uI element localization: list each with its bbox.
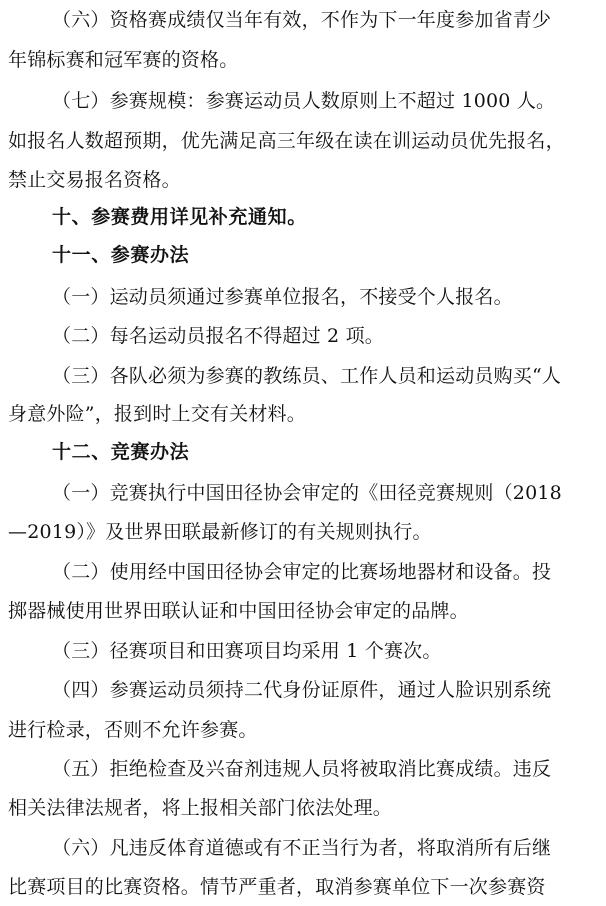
paragraph-line: （一）竞赛执行中国田径协会审定的《田径竞赛规则（2018 xyxy=(52,482,562,504)
paragraph-line: 年锦标赛和冠军赛的资格。 xyxy=(8,49,239,71)
paragraph-line: （六）资格赛成绩仅当年有效，不作为下一年度参加省青少 xyxy=(52,9,552,31)
paragraph-line: （四）参赛运动员须持二代身份证原件，通过人脸识别系统 xyxy=(52,679,552,701)
paragraph-line: 掷器械使用世界田联认证和中国田径协会审定的品牌。 xyxy=(8,600,469,622)
paragraph-line: （三）径赛项目和田赛项目均采用 1 个赛次。 xyxy=(52,640,442,662)
paragraph-line: 如报名人数超预期，优先满足高三年级在读在训运动员优先报名， xyxy=(8,130,565,152)
paragraph-line: 比赛项目的比赛资格。情节严重者，取消参赛单位下一次参赛资 xyxy=(8,876,546,898)
paragraph-line: （五）拒绝检查及兴奋剂违规人员将被取消比赛成绩。违反 xyxy=(52,758,552,780)
paragraph-line: （六）凡违反体育道德或有不正当行为者，将取消所有后继 xyxy=(52,837,552,859)
section-heading: 十一、参赛办法 xyxy=(52,244,190,266)
paragraph-line: （二）每名运动员报名不得超过 2 项。 xyxy=(52,325,384,347)
paragraph-line: （七）参赛规模：参赛运动员人数原则上不超过 1000 人。 xyxy=(52,90,556,112)
paragraph-line: （一）运动员须通过参赛单位报名，不接受个人报名。 xyxy=(52,286,513,308)
paragraph-line: 相关法律法规者，将上报相关部门依法处理。 xyxy=(8,797,393,819)
paragraph-line: 身意外险”，报到时上交有关材料。 xyxy=(8,403,306,425)
paragraph-line: —2019）》及世界田联最新修订的有关规则执行。 xyxy=(8,521,432,543)
section-heading: 十二、竞赛办法 xyxy=(52,441,190,463)
paragraph-line: 进行检录，否则不允许参赛。 xyxy=(8,719,258,741)
paragraph-line: （二）使用经中国田径协会审定的比赛场地器材和设备。投 xyxy=(52,561,552,583)
paragraph-line: （三）各队必须为参赛的教练员、工作人员和运动员购买“人 xyxy=(52,365,562,387)
section-heading: 十、参赛费用详见补充通知。 xyxy=(52,206,307,228)
paragraph-line: 禁止交易报名资格。 xyxy=(8,169,181,191)
